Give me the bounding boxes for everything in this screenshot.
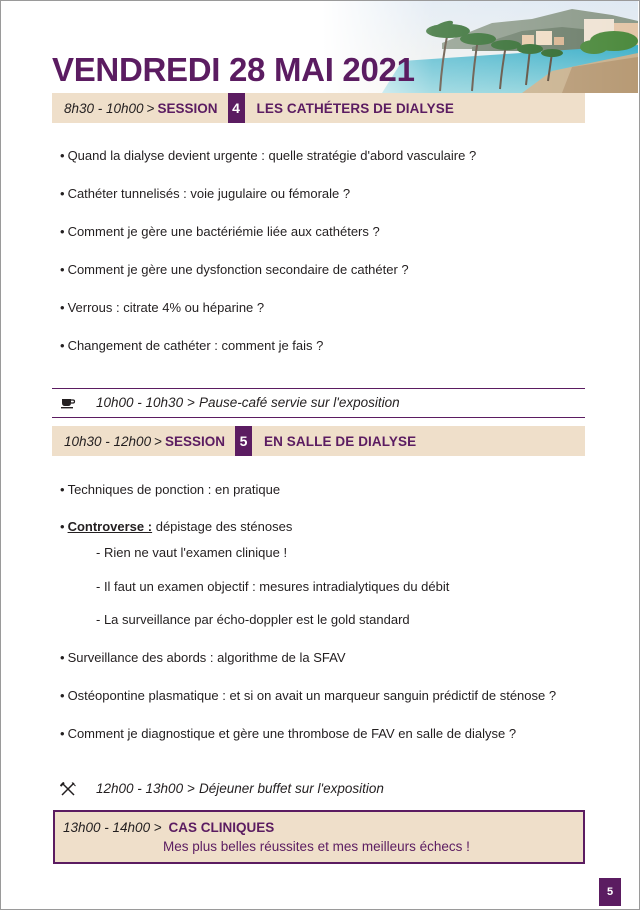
fork-knife-icon [60, 782, 86, 796]
session-5-header [52, 426, 585, 456]
session-4-label: SESSION [157, 100, 218, 116]
controverse-text: dépistage des sténoses [155, 519, 293, 534]
controverse-subitem: - Rien ne vaut l'examen clinique ! [96, 545, 288, 560]
lunch-text: Déjeuner buffet sur l'exposition [198, 781, 384, 796]
coffee-break-separator: > [187, 395, 195, 410]
session-4-separator: > [146, 100, 155, 116]
session-4-item: • Verrous : citrate 4% ou héparine ? [60, 300, 265, 315]
clinical-cases-separator: > [153, 820, 162, 835]
session-4-header [52, 93, 585, 123]
clinical-cases-box [53, 810, 585, 864]
coffee-cup-icon [60, 397, 86, 409]
session-4-item: • Cathéter tunnelisés : voie jugulaire ou fémorale ? [60, 186, 351, 201]
divider-line [52, 388, 585, 389]
session-4-item: • Comment je gère une dysfonction secondaire de cathéter ? [60, 262, 409, 277]
session-5-item: • Comment je diagnostique et gère une thrombose de FAV en salle de dialyse ? [60, 726, 517, 741]
page-number: 5 [599, 878, 621, 906]
controverse-label: Controverse : [67, 519, 153, 534]
session-5-label: SESSION [164, 433, 225, 449]
controverse-subitem: - Il faut un examen objectif : mesures intradialytiques du débit [96, 579, 450, 594]
session-4-item: • Comment je gère une bactériémie liée aux cathéters ? [60, 224, 380, 239]
lunch-separator: > [187, 781, 195, 796]
session-4-number-badge: 4 [228, 93, 245, 123]
controverse-subitem: - La surveillance par écho-doppler est le gold standard [96, 612, 410, 627]
session-5-number-badge: 5 [235, 426, 252, 456]
session-5-time: 10h30 - 12h00 [64, 433, 152, 449]
clinical-cases-title: CAS CLINIQUES [168, 820, 275, 835]
coffee-break-row [60, 395, 400, 410]
lunch-row [60, 781, 384, 796]
session-5-separator: > [154, 433, 162, 449]
session-4-title: LES CATHÉTERS DE DIALYSE [256, 100, 454, 116]
day-title: VENDREDI 28 MAI 2021 [52, 51, 415, 88]
session-5-title: EN SALLE DE DIALYSE [264, 433, 417, 449]
session-5-item: • Techniques de ponction : en pratique [60, 482, 281, 497]
session-5-controverse-item: • Controverse : dépistage des sténoses [60, 519, 293, 534]
session-4-item: • Quand la dialyse devient urgente : quelle stratégie d'abord vasculaire ? [60, 148, 477, 163]
session-4-item: • Changement de cathéter : comment je fais ? [60, 338, 324, 353]
coffee-break-text: Pause-café servie sur l'exposition [198, 395, 400, 410]
clinical-cases-subtitle: Mes plus belles réussites et mes meilleurs échecs ! [163, 839, 470, 854]
clinical-cases-time: 13h00 - 14h00 [63, 820, 151, 835]
divider-line [52, 417, 585, 418]
session-4-time: 8h30 - 10h00 [64, 100, 144, 116]
lunch-time: 12h00 - 13h00 [96, 781, 184, 796]
coffee-break-time: 10h00 - 10h30 [96, 395, 184, 410]
session-5-item: • Surveillance des abords : algorithme de la SFAV [60, 650, 346, 665]
clinical-cases-heading [63, 820, 274, 835]
session-5-item: • Ostéopontine plasmatique : et si on avait un marqueur sanguin prédictif de sténose ? [60, 688, 557, 703]
